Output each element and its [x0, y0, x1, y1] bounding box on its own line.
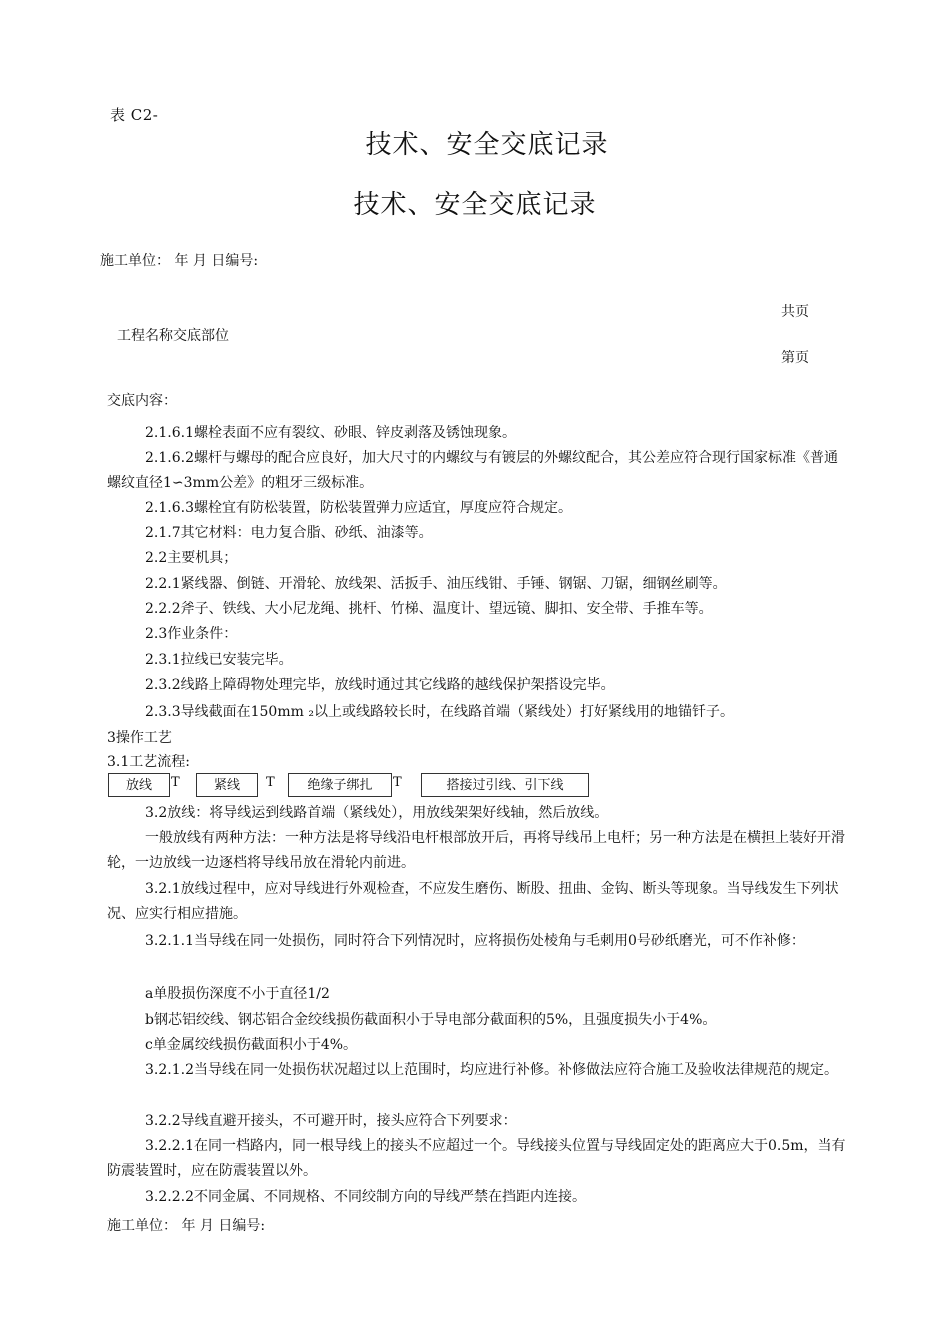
project-name-line: 工程名称交底部位 [117, 328, 229, 344]
flow-arrow: T [266, 775, 275, 790]
flow-step-tension: 紧线 [196, 773, 258, 797]
paragraph: c单金属绞线损伤截面积小于4%。 [145, 1037, 358, 1053]
content-label: 交底内容： [107, 393, 177, 409]
section-heading: 3操作工艺 [107, 730, 172, 746]
paragraph: 2.1.6.1螺栓表面不应有裂纹、砂眼、锌皮剥落及锈蚀现象。 [145, 425, 516, 441]
paragraph: 3.2.2.2不同金属、不同规格、不同绞制方向的导线严禁在挡距内连接。 [145, 1189, 586, 1205]
page-subtitle: 技术、安全交底记录 [353, 190, 597, 220]
paragraph: a单股损伤深度不小于直径1/2 [145, 986, 330, 1002]
total-pages: 共页 [781, 304, 809, 320]
paragraph: 2.1.6.2螺杆与螺母的配合应良好，加大尺寸的内螺纹与有镀层的外螺纹配合，其公差应符合现行国家标准《普通螺纹直径1∽3mm公差》的粗牙三级标准。 [107, 450, 838, 491]
paragraph: 3.2.1放线过程中，应对导线进行外观检查，不应发生磨伤、断股、扭曲、金钩、断头等现象。当导线发生下列状况、应实行相应措施。 [107, 881, 839, 922]
flow-arrow: T [393, 775, 402, 790]
paragraph: 2.1.6.3螺栓宜有防松装置，防松装置弹力应适宜，厚度应符合规定。 [145, 500, 572, 516]
paragraph: 3.2.2导线直避开接头，不可避开时，接头应符合下列要求： [145, 1113, 517, 1129]
footer-unit-line: 施工单位： 年 月 日编号: [107, 1218, 266, 1234]
paragraph: 3.2.1.1当导线在同一处损伤，同时符合下列情况时，应将损伤处棱角与毛刺用0号砂纸磨光，可不作补修： [145, 933, 805, 949]
paragraph: 2.2.1紧线器、倒链、开滑轮、放线架、活扳手、油压线钳、手锤、钢锯、刀锯，细钢丝刷等。 [145, 576, 727, 592]
paragraph: 2.2主要机具； [145, 550, 238, 566]
flow-step-insulator-binding: 绝缘子绑扎 [288, 773, 392, 797]
paragraph: 3.2放线：将导线运到线路首端（紧线处），用放线架架好线轴，然后放线。 [145, 805, 609, 821]
paragraph: 2.3.3导线截面在150mm ₂以上或线路较长时，在线路首端（紧线处）打好紧线用的地锚钎子。 [145, 704, 734, 720]
paragraph: 2.1.7其它材料：电力复合脂、砂纸、油漆等。 [145, 525, 433, 541]
form-code: 表 C2- [110, 106, 159, 124]
paragraph: 2.3作业条件： [145, 626, 238, 642]
paragraph: b钢芯铝绞线、钢芯铝合金绞线损伤截面积小于导电部分截面积的5%，且强度损失小于4%。 [145, 1012, 717, 1028]
construction-unit-line: 施工单位： 年 月 日编号: [100, 253, 259, 269]
paragraph: 3.2.1.2当导线在同一处损伤状况超过以上范围时，均应进行补修。补修做法应符合施工及验收法律规范的规定。 [145, 1062, 838, 1078]
paragraph: 2.3.1拉线已安装完毕。 [145, 652, 293, 668]
flow-step-pay-out: 放线 [108, 773, 170, 797]
paragraph: 2.2.2斧子、铁线、大小尼龙绳、挑杆、竹梯、温度计、望远镜、脚扣、安全带、手推车等。 [145, 601, 713, 617]
paragraph: 一般放线有两种方法：一种方法是将导线沿电杆根部放开后，再将导线吊上电杆；另一种方法是在横担上装好开滑轮，一边放线一边逐档将导线吊放在滑轮内前进。 [107, 830, 845, 871]
flow-arrow: T [171, 775, 180, 790]
flow-step-jumper-downlead: 搭接过引线、引下线 [421, 773, 589, 797]
page-title: 技术、安全交底记录 [365, 130, 609, 160]
paragraph: 3.2.2.1在同一档路内，同一根导线上的接头不应超过一个。导线接头位置与导线固定处的距离应大于0.5m，当有防震装置时，应在防震装置以外。 [107, 1138, 846, 1179]
flow-heading: 3.1工艺流程: [107, 754, 190, 770]
page-number: 第页 [781, 350, 809, 366]
paragraph: 2.3.2线路上障碍物处理完毕，放线时通过其它线路的越线保护架搭设完毕。 [145, 677, 615, 693]
